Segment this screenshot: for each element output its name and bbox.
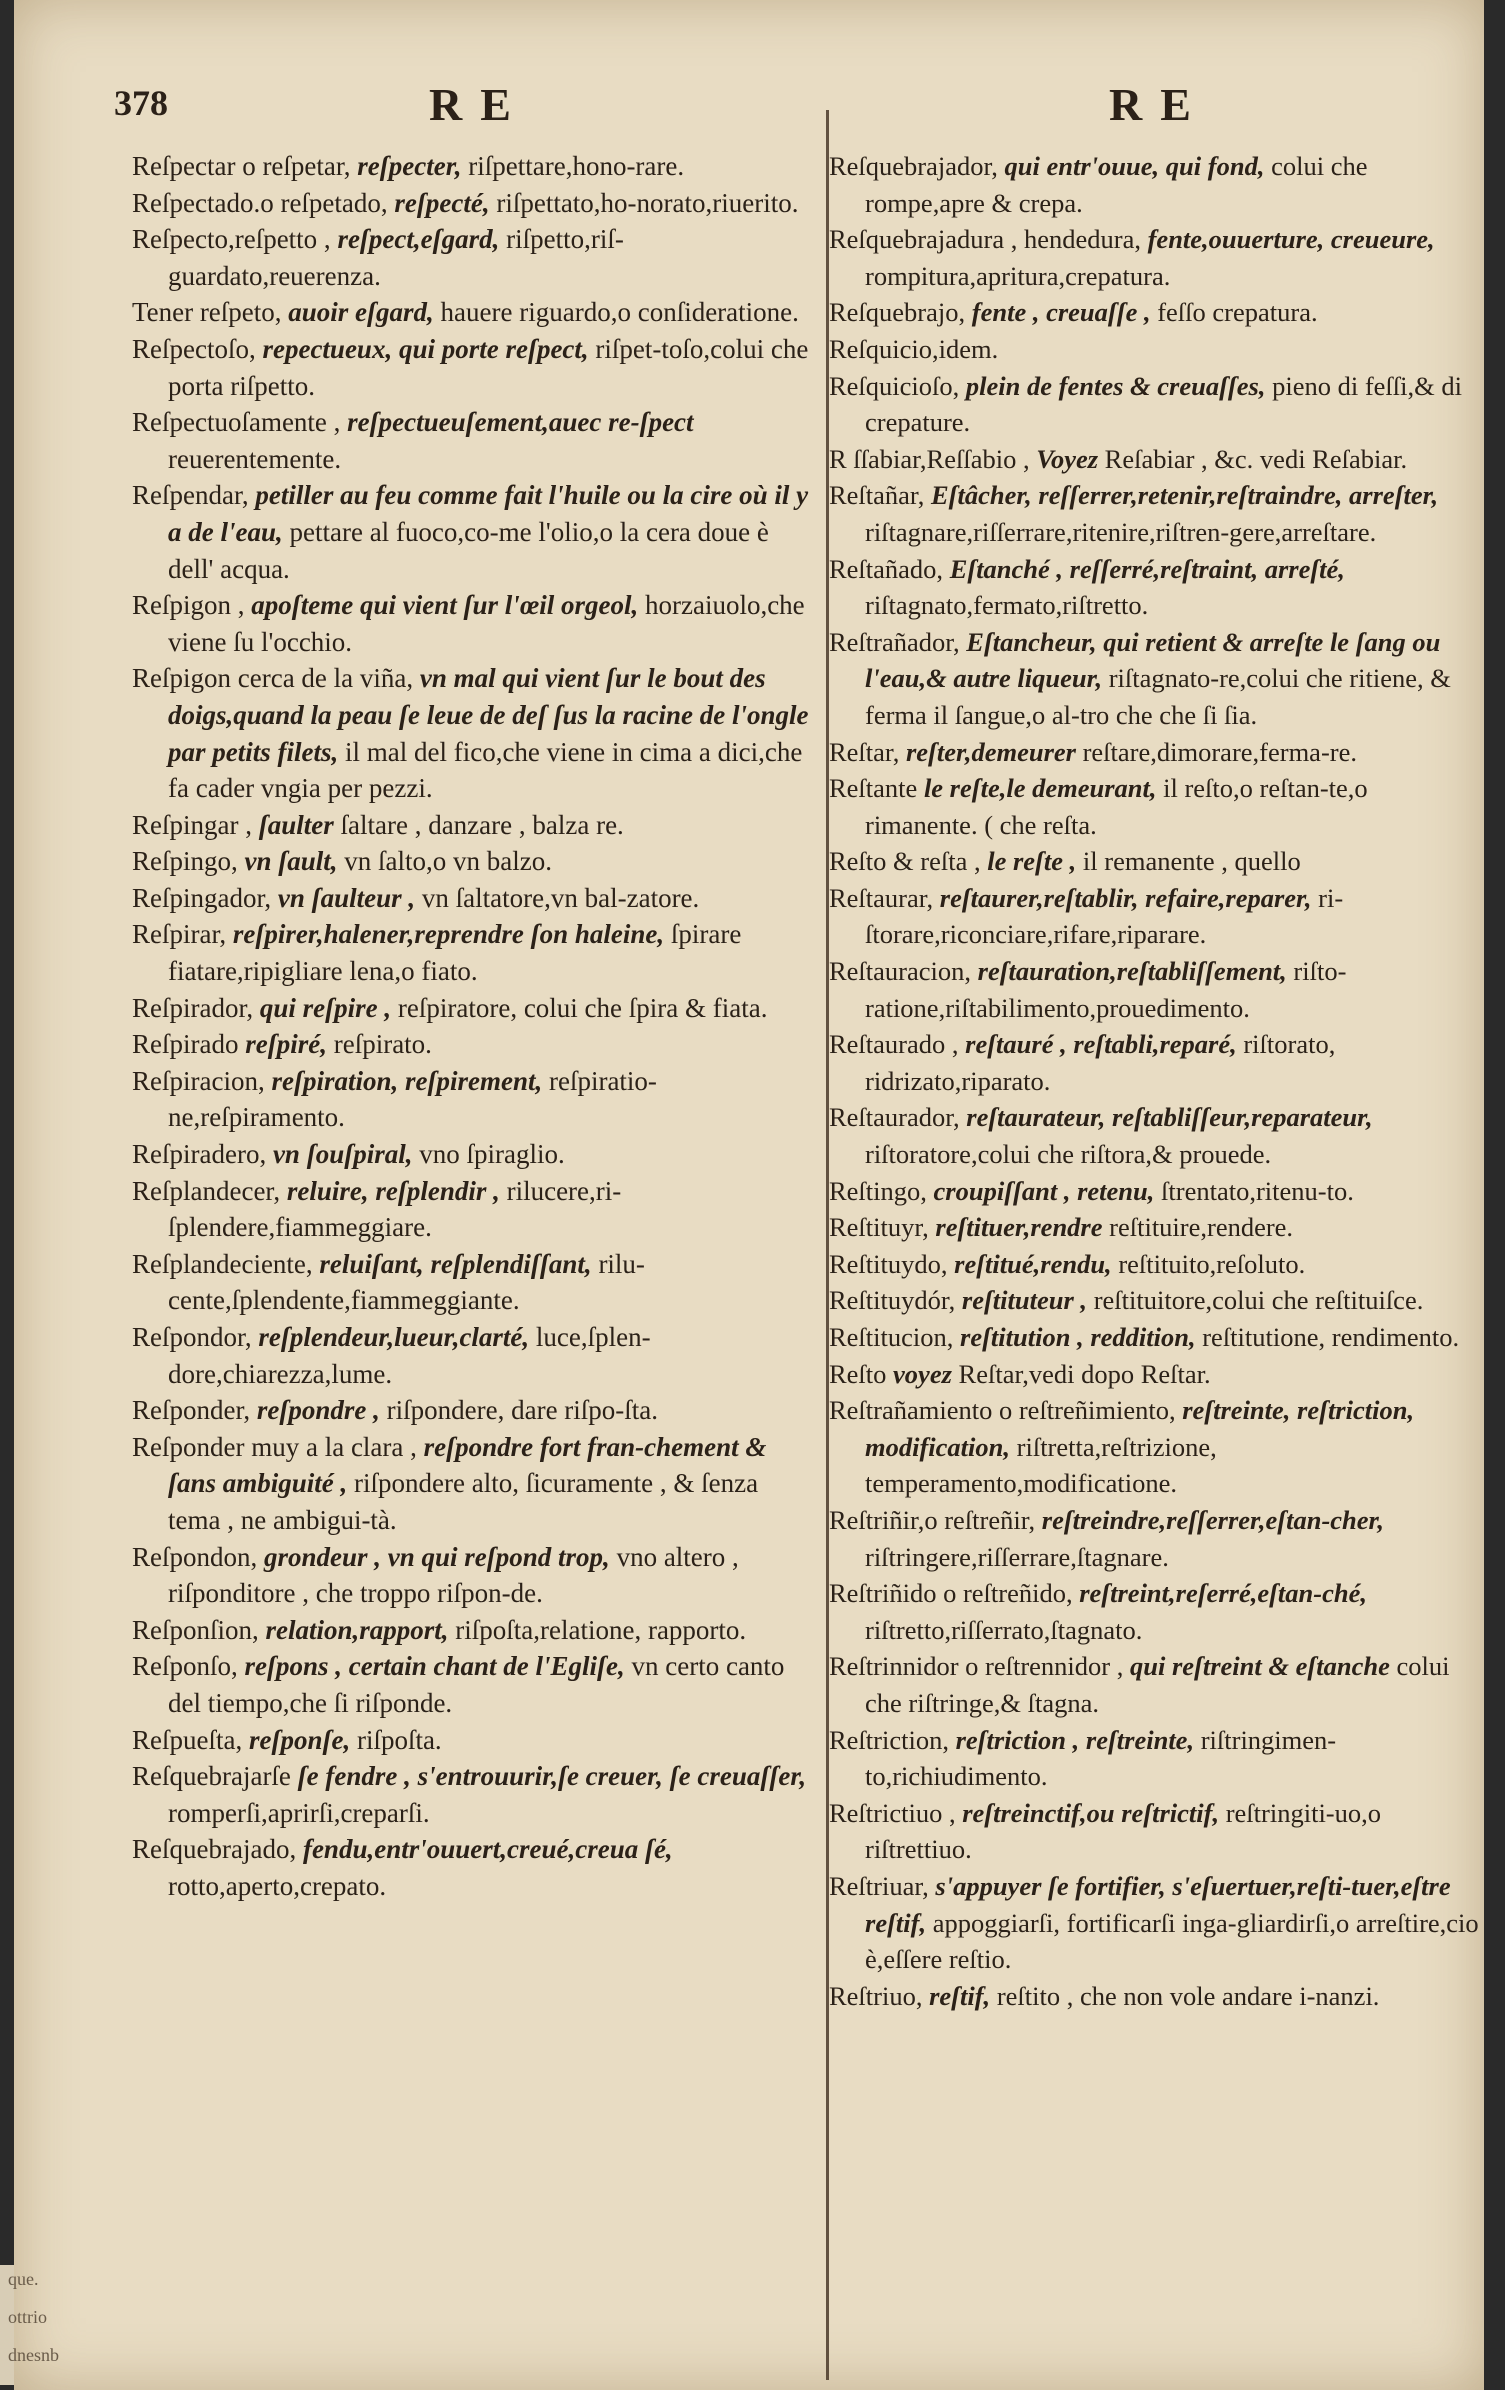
french-gloss: fente , creuaſſe ,: [971, 297, 1151, 328]
french-gloss: reſpiré,: [245, 1029, 327, 1060]
italian-gloss: riſpoſta.: [356, 1724, 442, 1755]
headword: Reſpirado: [132, 1029, 239, 1060]
italian-gloss: riſtoratore,colui che riſtora,& prouede.: [865, 1139, 1272, 1170]
italian-gloss: reſpiratio-ne,reſpiramento.: [168, 1065, 657, 1133]
french-gloss: vn ſouſpiral,: [272, 1139, 413, 1170]
italian-gloss: reſpirato.: [333, 1029, 432, 1060]
dictionary-entry: [829, 1246, 1484, 1283]
headword: R ſſabiar,Reſſabio ,: [829, 443, 1030, 474]
italian-gloss: romperſi,aprirſi,creparſi.: [168, 1797, 430, 1828]
dictionary-entry: [829, 843, 1484, 880]
french-gloss: Eſtâcher, reſſerrer,retenir,reſtraindre, arreſter,: [930, 480, 1439, 511]
french-gloss: ſaulter: [258, 809, 334, 840]
italian-gloss: riſtagnare,riſſerrare,ritenire,riſtren-gere,arreſtare.: [865, 516, 1377, 547]
french-gloss: reſtituer,rendre: [935, 1212, 1103, 1243]
headword: Tener reſpeto,: [132, 297, 282, 328]
headword: Reſtrinnidor o reſtrennidor ,: [829, 1651, 1124, 1682]
headword: Reſplandecer,: [132, 1175, 281, 1206]
headword: Reſtituyr,: [829, 1212, 929, 1243]
french-gloss: le reſte ,: [987, 846, 1077, 877]
italian-gloss: ſaltare , danzare , balza re.: [340, 809, 624, 840]
italian-gloss: il remanente , quello: [1082, 846, 1301, 877]
french-gloss: reſpecté,: [394, 187, 490, 218]
dictionary-entry: [829, 368, 1484, 441]
headword: Reſponſion,: [132, 1614, 259, 1645]
margin-fragment: dnesnb: [8, 2345, 59, 2365]
italian-gloss: reſpiratore, colui che ſpira & fiata.: [397, 992, 768, 1023]
headword: Reſponder,: [132, 1395, 251, 1426]
french-gloss: qui reſtreint & eſtanche: [1130, 1651, 1390, 1682]
dictionary-entry: [132, 331, 812, 404]
dictionary-entry: [829, 1209, 1484, 1246]
dictionary-entry: [829, 1722, 1484, 1795]
dictionary-entry: [132, 1173, 812, 1246]
italian-gloss: riſpoſta,relatione, rapporto.: [455, 1614, 747, 1645]
dictionary-entry: [829, 953, 1484, 1026]
italian-gloss: pieno di feſſi,& di crepature.: [865, 370, 1462, 438]
headword: Reſtaurar,: [829, 882, 934, 913]
page-header: [14, 79, 1484, 142]
dictionary-entry: [829, 770, 1484, 843]
french-gloss: qui entr'ouue, qui fond,: [1004, 151, 1265, 181]
french-gloss: croupiſſant , retenu,: [933, 1175, 1155, 1206]
headword: Reſpectoſo,: [132, 333, 256, 364]
italian-gloss: vn certo canto del tiempo,che ſi riſponde.: [168, 1651, 785, 1718]
dictionary-entry: [829, 1282, 1484, 1319]
italian-gloss: ſtrentato,ritenu-to.: [1161, 1175, 1354, 1206]
italian-gloss: ri-ſtorare,riconciare,rifare,riparare.: [865, 882, 1344, 950]
dictionary-entry: [132, 990, 812, 1027]
italian-gloss: riſpet-toſo,colui che porta riſpetto.: [168, 333, 809, 401]
headword: Reſquebrajadura , hendedura,: [829, 224, 1141, 255]
dictionary-entry: [132, 1026, 812, 1063]
french-gloss: Voyez: [1036, 443, 1099, 474]
dictionary-entry: [829, 1026, 1484, 1099]
french-gloss: reſtreindre,reſſerrer,eſtan-cher,: [1041, 1504, 1385, 1535]
dictionary-entry: [829, 148, 1484, 221]
italian-gloss: ſpirare fiatare,ripigliare lena,o fiato.: [168, 919, 742, 987]
dictionary-entry: [829, 624, 1484, 734]
french-gloss: qui reſpire ,: [259, 992, 392, 1023]
italian-gloss: riſpetto,riſ-guardato,reuerenza.: [168, 224, 624, 291]
headword: Reſtrictiuo ,: [829, 1797, 956, 1828]
headword: Reſpirador,: [132, 992, 254, 1023]
headword: Reſpigon cerca de la viña,: [132, 663, 414, 694]
dictionary-entry: [132, 1246, 812, 1319]
dictionary-entry: [132, 185, 812, 222]
italian-gloss: reſtituire,rendere.: [1109, 1212, 1294, 1243]
french-gloss: reſpectueuſement,auec re-ſpect: [347, 407, 694, 438]
headword: Reſtauracion,: [829, 956, 972, 987]
headword: Reſtriñir,o reſtreñir,: [829, 1504, 1036, 1535]
headword: Reſquebrajado,: [132, 1834, 297, 1865]
headword: Reſtingo,: [829, 1175, 927, 1206]
italian-gloss: riſtretto,riſſerrato,ſtagnato.: [865, 1614, 1143, 1645]
dictionary-entry: [829, 331, 1484, 368]
headword: Reſquebrajador,: [829, 151, 998, 181]
dictionary-entry: [132, 587, 812, 660]
italian-gloss: riſpondere, dare riſpo-ſta.: [386, 1395, 659, 1426]
italian-gloss: reſtito , che non vole andare i-nanzi.: [996, 1980, 1380, 2011]
italian-gloss: reſtringiti-uo,o riſtrettiuo.: [865, 1797, 1382, 1865]
italian-gloss: colui che rompe,apre & crepa.: [865, 151, 1368, 218]
italian-gloss: il reſto,o reſtan-te,o rimanente. ( che reſta.: [865, 773, 1368, 840]
french-gloss: reſtaurateur, reſtabliſſeur,reparateur,: [966, 1102, 1373, 1133]
dictionary-entry: [829, 1173, 1484, 1210]
french-gloss: reſpons , certain chant de l'Egliſe,: [244, 1651, 625, 1682]
italian-gloss: riſpettato,ho-norato,riuerito.: [496, 187, 799, 218]
french-gloss: plein de fentes & creuaſſes,: [965, 370, 1266, 401]
headword: Reſpondon,: [132, 1541, 258, 1572]
dictionary-entry: [829, 1575, 1484, 1648]
headword: Reſpingar ,: [132, 809, 252, 840]
italian-gloss: reſtituitore,colui che reſtituiſce.: [1093, 1285, 1424, 1316]
french-gloss: reſtreint,reſerré,eſtan-ché,: [1079, 1578, 1367, 1609]
dictionary-entry: [132, 294, 812, 331]
italian-gloss: appoggiarſi, fortificarſi inga-gliardirſi,o arreſtire,cio è,eſſere reſtio.: [865, 1907, 1479, 1975]
dictionary-entry: [829, 551, 1484, 624]
running-head-right: RE: [1109, 79, 1209, 130]
headword: Reſpingo,: [132, 846, 238, 877]
headword: Reſtriñido o reſtreñido,: [829, 1578, 1073, 1609]
headword: Reſpiracion,: [132, 1065, 265, 1096]
french-gloss: Eſtanché , reſſerré,reſtraint, arreſté,: [949, 553, 1345, 584]
dictionary-entry: [829, 477, 1484, 550]
margin-scrap: [0, 2265, 59, 2385]
italian-gloss: pettare al fuoco,co-me l'olio,o la cera doue è dell' acqua.: [168, 516, 769, 584]
headword: Reſto: [829, 1358, 887, 1389]
running-head-left: RE: [429, 79, 529, 130]
headword: Reſtañado,: [829, 553, 944, 584]
french-gloss: reſter,demeurer: [905, 736, 1076, 767]
headword: Reſponder muy a la clara ,: [132, 1431, 417, 1462]
dictionary-entry: [829, 1868, 1484, 1978]
dictionary-entry: [132, 1648, 812, 1721]
french-gloss: reſtreinte, reſtriction, modification,: [865, 1395, 1415, 1462]
italian-gloss: rompitura,apritura,crepatura.: [865, 260, 1171, 291]
headword: Reſquicioſo,: [829, 370, 960, 401]
italian-gloss: riſtringimen-to,richiudimento.: [865, 1724, 1337, 1792]
headword: Reſquicio,idem.: [829, 333, 999, 364]
french-gloss: reſtaurer,reſtablir, refaire,reparer,: [939, 882, 1312, 913]
dictionary-entry: [829, 1319, 1484, 1356]
italian-gloss: il mal del fico,che viene in cima a dici,che fa cader vngia per pezzi.: [168, 736, 803, 804]
french-gloss: reſtauré , reſtabli,reparé,: [965, 1029, 1237, 1060]
italian-gloss: Reſabiar , &c. vedi Reſabiar.: [1104, 443, 1408, 474]
italian-gloss: reſtituito,reſoluto.: [1118, 1248, 1306, 1279]
italian-gloss: vn ſalto,o vn balzo.: [344, 846, 552, 877]
dictionary-entry: [132, 1722, 812, 1759]
margin-fragment: que.: [8, 2269, 39, 2289]
french-gloss: le reſte,le demeurant,: [923, 773, 1157, 804]
headword: Reſtriction,: [829, 1724, 949, 1755]
italian-gloss: hauere riguardo,o conſideratione.: [440, 297, 799, 328]
headword: Reſpirar,: [132, 919, 227, 950]
margin-fragment: ottrio: [8, 2307, 47, 2327]
french-gloss: reſtituteur ,: [961, 1285, 1088, 1316]
headword: Reſtaurador,: [829, 1102, 960, 1133]
french-gloss: reſpecter,: [357, 151, 462, 181]
french-gloss: ſe fendre , s'entrouurir,ſe creuer, ſe creuaſſer,: [297, 1761, 807, 1792]
italian-gloss: riſpettare,hono-rare.: [468, 151, 685, 181]
dictionary-entry: [829, 221, 1484, 294]
headword: Reſpectuoſamente ,: [132, 407, 341, 438]
italian-gloss: riſtagnato,fermato,riſtretto.: [865, 590, 1149, 621]
french-gloss: reluire, reſplendir ,: [286, 1175, 500, 1206]
headword: Reſtrañador,: [829, 626, 960, 657]
french-gloss: reſtreinctif,ou reſtrictif,: [962, 1797, 1220, 1828]
left-column: [132, 148, 812, 1905]
french-gloss: relation,rapport,: [265, 1614, 449, 1645]
dictionary-entry: [132, 1063, 812, 1136]
italian-gloss: riſtagnato-re,colui che ritiene, & ferma il ſangue,o al-tro che che ſi ſia.: [865, 663, 1451, 730]
dictionary-entry: [132, 660, 812, 806]
dictionary-entry: [829, 1795, 1484, 1868]
dictionary-entry: [829, 1099, 1484, 1172]
dictionary-entry: [132, 1612, 812, 1649]
headword: Reſtañar,: [829, 480, 925, 511]
french-gloss: vn ſault,: [244, 846, 338, 877]
headword: Reſpendar,: [132, 480, 249, 511]
headword: Reſpondor,: [132, 1322, 252, 1352]
italian-gloss: Reſtar,vedi dopo Reſtar.: [958, 1358, 1211, 1389]
headword: Reſtrañamiento o reſtreñimiento,: [829, 1395, 1176, 1426]
italian-gloss: reſtare,dimorare,ferma-re.: [1082, 736, 1357, 767]
italian-gloss: reuerentemente.: [168, 443, 342, 474]
headword: Reſpingador,: [132, 882, 272, 913]
italian-gloss: riſpondere alto, ſicuramente , & ſenza tema , ne ambigui-tà.: [168, 1468, 759, 1535]
french-gloss: reſplendeur,lueur,clarté,: [258, 1322, 530, 1352]
french-gloss: reſponſe,: [248, 1724, 351, 1755]
french-gloss: reſpirer,halener,reprendre ſon haleine,: [232, 919, 665, 950]
italian-gloss: feſſo crepatura.: [1157, 297, 1318, 328]
italian-gloss: horzaiuolo,che viene ſu l'occhio.: [168, 590, 805, 657]
headword: Reſpiradero,: [132, 1139, 267, 1170]
headword: Reſpigon ,: [132, 590, 245, 621]
dictionary-entry: [829, 441, 1484, 478]
dictionary-entry: [829, 880, 1484, 953]
italian-gloss: rilu-cente,ſplendente,fiammeggiante.: [168, 1248, 645, 1316]
headword: Reſquebrajo,: [829, 297, 966, 328]
french-gloss: voyez: [893, 1358, 952, 1389]
dictionary-entry: [132, 1831, 812, 1904]
dictionary-entry: [132, 1429, 812, 1539]
italian-gloss: riſto-ratione,riſtabilimento,prouedimento.: [865, 956, 1347, 1023]
dictionary-entry: [132, 1392, 812, 1429]
dictionary-entry: [132, 1136, 812, 1173]
french-gloss: reſtriction , reſtreinte,: [955, 1724, 1195, 1755]
italian-gloss: riſtretta,reſtrizione, temperamento,modificatione.: [865, 1431, 1217, 1499]
dictionary-entry: [829, 1648, 1484, 1721]
dictionary-entry: [829, 1356, 1484, 1393]
french-gloss: Eſtancheur, qui retient & arreſte le ſang ou l'eau,& autre liqueur,: [865, 626, 1441, 694]
headword: Reſtituydór,: [829, 1285, 956, 1316]
headword: Reſpectar o reſpetar,: [132, 151, 351, 181]
french-gloss: repectueux, qui porte reſpect,: [262, 333, 589, 364]
headword: Reſtaurado ,: [829, 1029, 959, 1060]
french-gloss: fente,ouuerture, creueure,: [1147, 224, 1435, 255]
headword: Reſtar,: [829, 736, 900, 767]
french-gloss: reſpect,eſgard,: [337, 224, 500, 255]
headword: Reſponſo,: [132, 1651, 238, 1682]
italian-gloss: vno ſpiraglio.: [419, 1139, 565, 1170]
dictionary-entry: [829, 1978, 1484, 2015]
french-gloss: reſtitué,rendu,: [954, 1248, 1112, 1279]
dictionary-entry: [829, 294, 1484, 331]
french-gloss: grondeur , vn qui reſpond trop,: [264, 1541, 610, 1572]
italian-gloss: riſtringere,riſſerrare,ſtagnare.: [865, 1541, 1169, 1572]
headword: Reſquebrajarſe: [132, 1761, 291, 1792]
french-gloss: vn ſaulteur ,: [277, 882, 416, 913]
french-gloss: petiller au feu comme fait l'huile ou la cire où il y a de l'eau,: [168, 480, 809, 547]
french-gloss: fendu,entr'ouuert,creué,creua ſé,: [302, 1834, 673, 1865]
dictionary-entry: [132, 807, 812, 844]
italian-gloss: rotto,aperto,crepato.: [168, 1870, 387, 1901]
italian-gloss: vn ſaltatore,vn bal-zatore.: [421, 882, 700, 913]
french-gloss: reluiſant, reſplendiſſant,: [319, 1248, 592, 1279]
headword: Reſto & reſta ,: [829, 846, 981, 877]
dictionary-entry: [132, 404, 812, 477]
italian-gloss: riſtorato, ridrizato,riparato.: [865, 1029, 1336, 1096]
headword: Reſtante: [829, 773, 918, 804]
french-gloss: reſpiration, reſpirement,: [271, 1065, 543, 1096]
right-column: [829, 148, 1484, 2014]
french-gloss: vn mal qui vient ſur le bout des doigs,quand la peau ſe leue de deſ ſus la racine de l'ongle par petits filets,: [168, 663, 809, 767]
dictionary-entry: [132, 843, 812, 880]
dictionary-entry: [132, 1539, 812, 1612]
dictionary-entry: [829, 734, 1484, 771]
italian-gloss: reſtitutione, rendimento.: [1202, 1322, 1460, 1352]
headword: Reſpecto,reſpetto ,: [132, 224, 331, 255]
italian-gloss: colui che riſtringe,& ſtagna.: [865, 1651, 1450, 1718]
headword: Reſpectado.o reſpetado,: [132, 187, 388, 218]
dictionary-entry: [132, 1319, 812, 1392]
headword: Reſtitucion,: [829, 1322, 954, 1352]
french-gloss: auoir eſgard,: [288, 297, 434, 328]
headword: Reſtituydo,: [829, 1248, 948, 1279]
dictionary-entry: [829, 1502, 1484, 1575]
french-gloss: reſpondre ,: [256, 1395, 380, 1426]
page-number: 378: [114, 83, 168, 123]
french-gloss: s'appuyer ſe fortifier, s'eſuertuer,reſti-tuer,eſtre reſtif,: [865, 1870, 1451, 1938]
french-gloss: reſpondre fort fran-chement & ſans ambiguité ,: [168, 1431, 767, 1499]
dictionary-entry: [132, 1758, 812, 1831]
headword: Reſtriuo,: [829, 1980, 923, 2011]
dictionary-entry: [132, 880, 812, 917]
headword: Reſplandeciente,: [132, 1248, 313, 1279]
dictionary-entry: [829, 1392, 1484, 1502]
french-gloss: reſtif,: [929, 1980, 991, 2011]
book-page: [14, 0, 1484, 2390]
italian-gloss: rilucere,ri-ſplendere,fiammeggiare.: [168, 1175, 622, 1243]
french-gloss: apoſteme qui vient ſur l'œil orgeol,: [251, 590, 639, 621]
headword: Reſtriuar,: [829, 1870, 929, 1901]
dictionary-entry: [132, 916, 812, 989]
french-gloss: reſtauration,reſtabliſſement,: [977, 956, 1287, 987]
italian-gloss: luce,ſplen-dore,chiarezza,lume.: [168, 1322, 651, 1389]
dictionary-entry: [132, 148, 812, 185]
italian-gloss: vno altero , riſponditore , che troppo riſpon-de.: [168, 1541, 739, 1609]
dictionary-entry: [132, 477, 812, 587]
headword: Reſpueſta,: [132, 1724, 243, 1755]
dictionary-entry: [132, 221, 812, 294]
french-gloss: reſtitution , reddition,: [960, 1322, 1196, 1352]
